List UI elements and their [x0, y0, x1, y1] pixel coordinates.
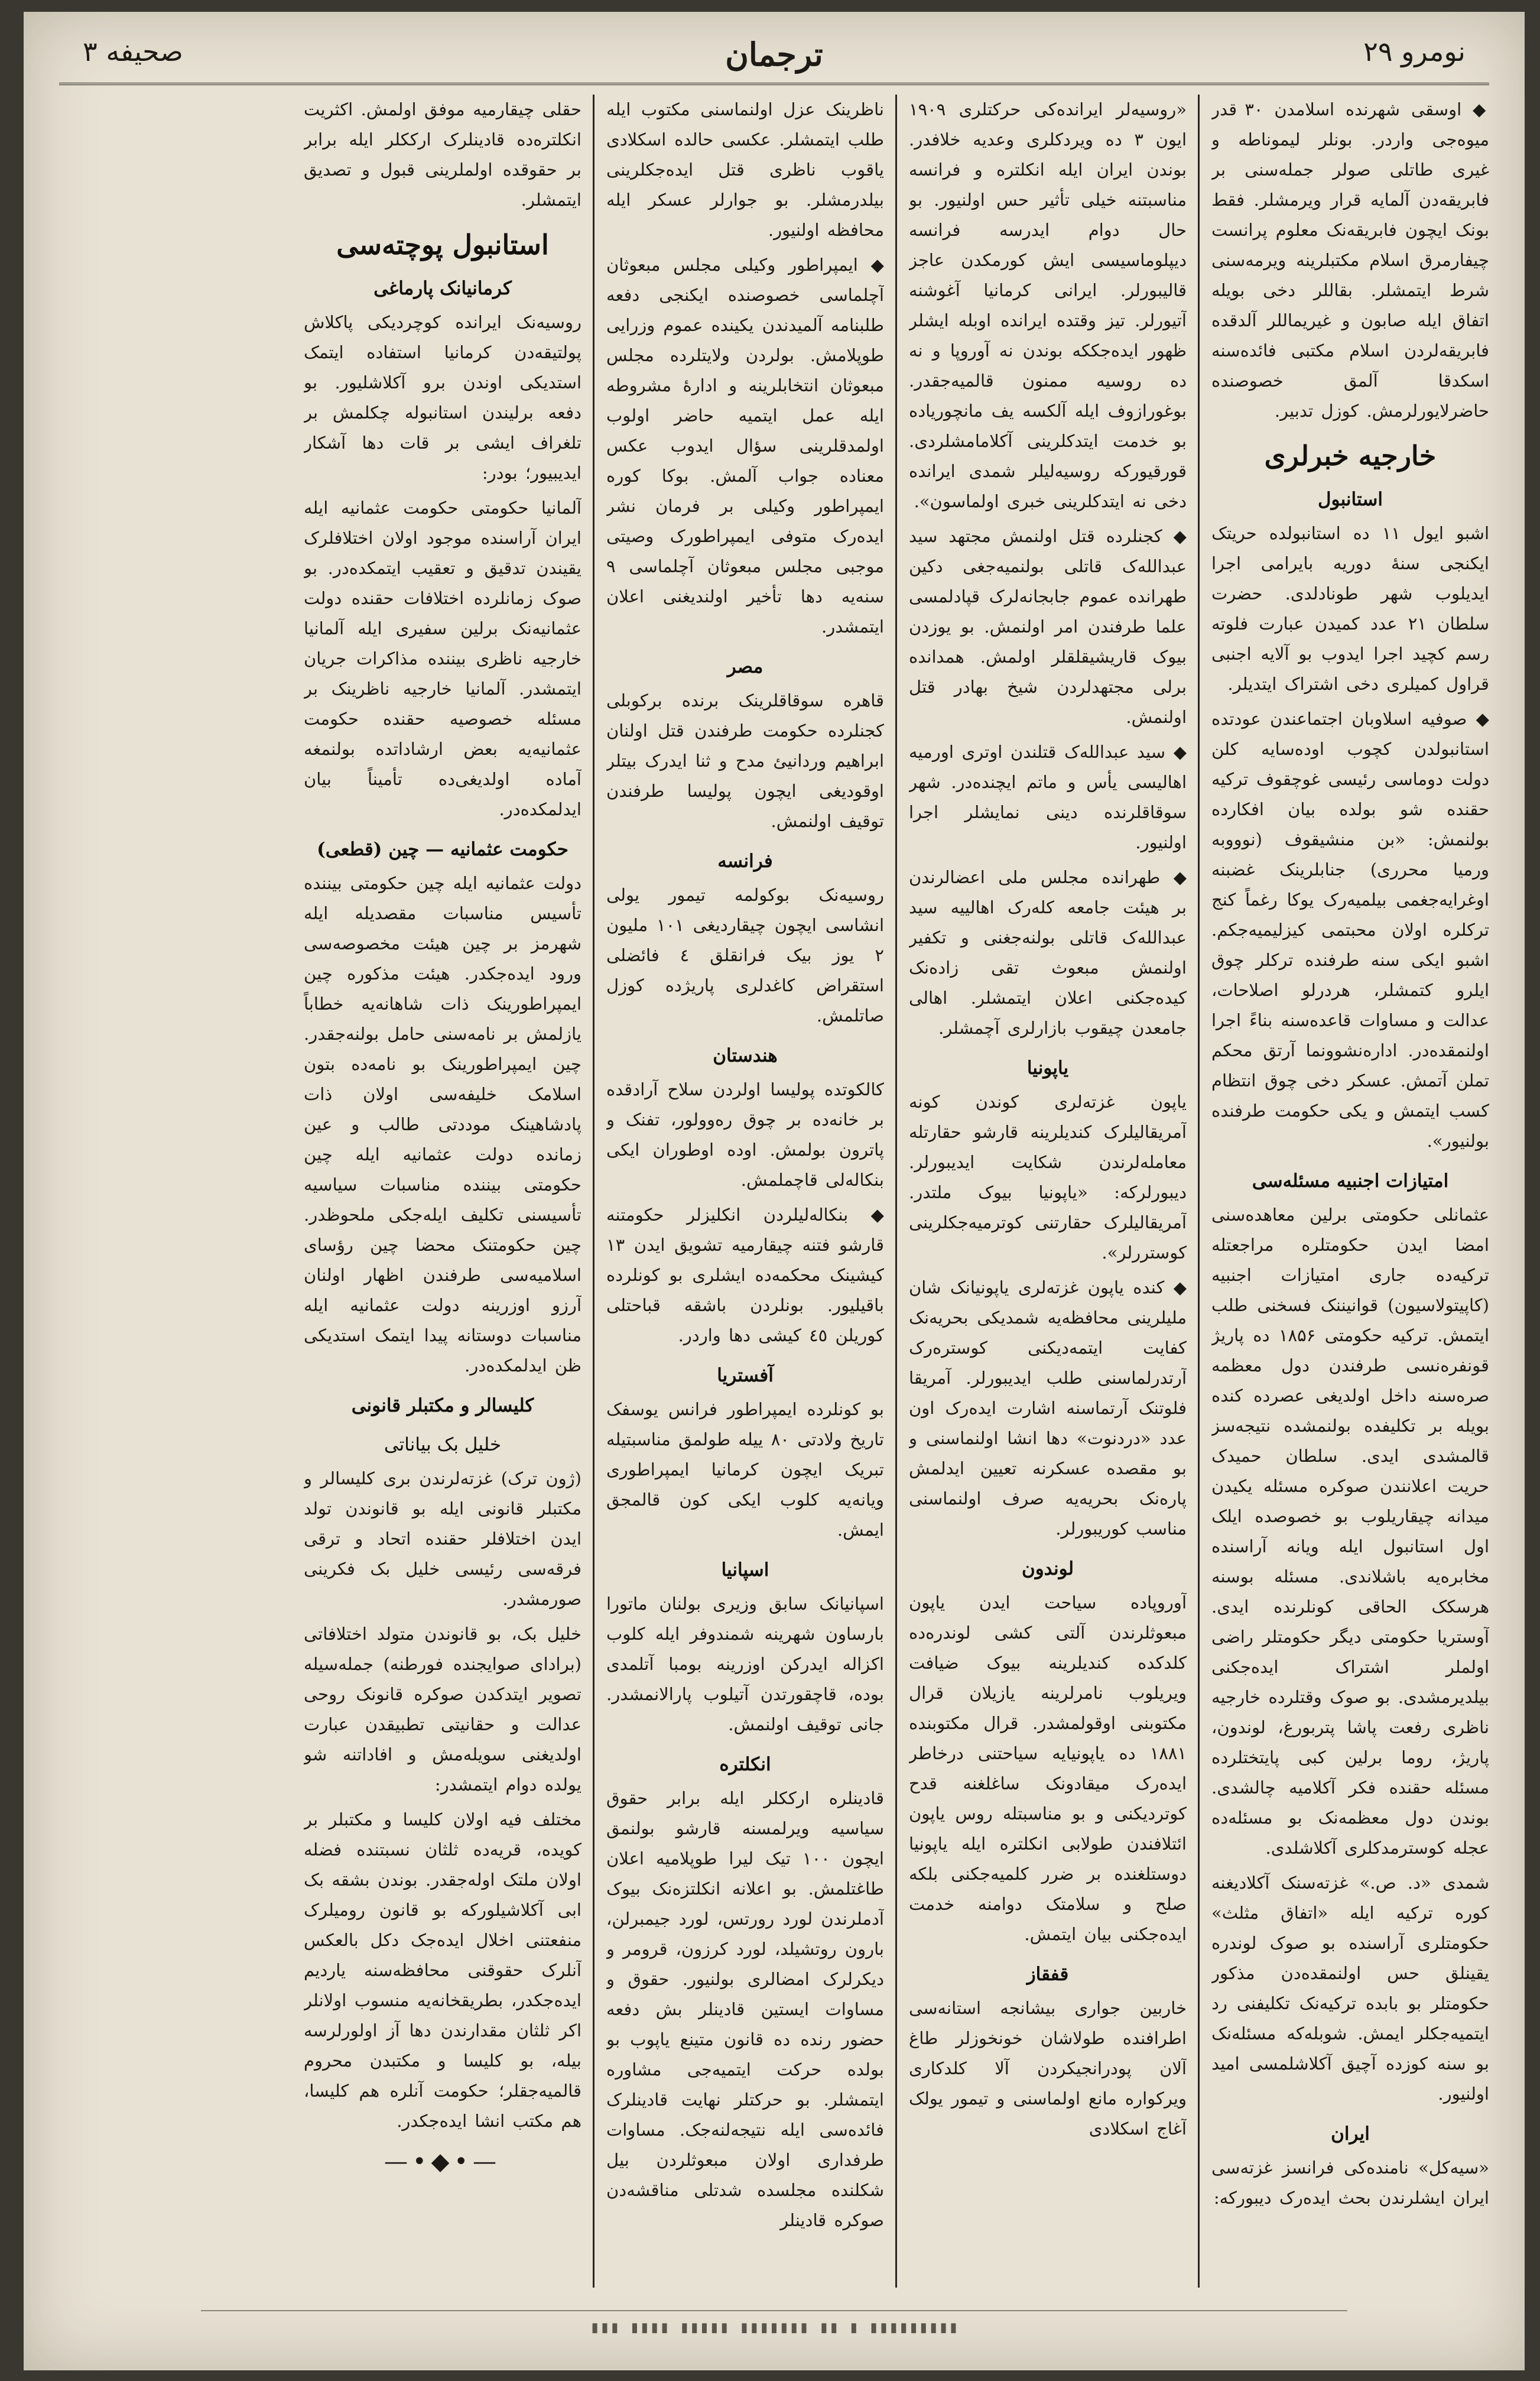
article-paragraph: ◆ سید عبدالله‌ک قتلندن اوتری اورمیه اهالیسی یأس و ماتم ایچنده‌در. شهر سوقاقلرنده دینی نمایشلر اجرا اولنیور.	[909, 742, 1187, 852]
article-heading: ایران	[1331, 2123, 1370, 2145]
article-paragraph: خاربین جواری بیشانجه استانەسی اطرافنده طولاشان خونخوزلر طاغ آلان پودرانجیکردن آلا کلدکاری ویرکواره مانع اولماسنی و تیمور یولک آغاج اسکلادی	[909, 1998, 1187, 2139]
section-heading: خارجیه خبرلری	[1264, 440, 1437, 472]
masthead-title: ترجمان	[725, 35, 823, 73]
article-heading: لوندون	[1021, 1558, 1074, 1579]
article-paragraph: بو کونلرده ایمپراطور فرانس یوسفک تاریخ ولادتی ۸۰ ییله طولمق مناسبتیله تبریک ایچون کرمانیا ایمپراطوری ویانەیه کلوب ایکی کون قالمجق ایمش.	[606, 1399, 884, 1540]
article-heading: آفستریا	[717, 1365, 774, 1386]
column-1	[1211, 95, 1489, 2288]
article-paragraph: ◆ اوسقی شهرنده اسلامدن ۳۰ قدر میوەجی واردر. بونلر لیموناطه و غیری طاتلی صولر جملەسنی بر فابریقەدن آلمایه قرار ویرمشلر. فقط بونک ایچون فابریقەنک معلوم پرانست چیفارمرق اسلام مکتبلرینه ویرمەسنی شرط ایتمشلر. بقاللر دخی بویله اتفاق ایله صابون و غیریماللر آلدقده فابریقەلردن اسلام مکتبی فائدەسنه اسکدقا آلمق خصوصنده حاضرلایورلرمش. کوزل تدبیر.	[1211, 99, 1489, 421]
article-paragraph: ◆ کجنلرده قتل اولنمش مجتهد سید عبدالله‌ک قاتلی بولنمیەجغی دکین طهرانده عموم جابجانەلرک قپادلمسی علما طرفندن امر اولنمش. بو یوزدن بیوک قاریشیقلقلر اولمش. همدانده برلی مجتهدلردن شیخ بهادر قتل اولنمش.	[909, 526, 1187, 727]
article-paragraph: ◆ ایمپراطور وکیلی مجلس مبعوثان آچلماسی خصوصنده ایکنجی دفعه طلبنامه آلمیدندن یکینده عموم وزرایی طوپلامش. بولردن ولایتلرده مجلس مبعوثان انتخابلرینه و ادارهٔ مشروطه ایله عمل ایتمیه حاضر اولوب اولمدقلرینی سؤال ایدوب عکس معناده جواب آلمش. بوکا کوره ایمپراطور وکیلی بر فرمان نشر ایدەرک متوفی ایمپراطورک وصیتی موجبی مجلس مبعوثان آچلماسی ۹ سنەیه دها تأخیر اولندیغنی اعلان ایتمشدر.	[606, 255, 884, 637]
article-paragraph: کالکوتده پولیسا اولردن سلاح آرادقده بر خانەده بر چوق رەوولور، تفنک و پاترون بولمش. اوده اوطوران ایکی بنکالەلی قاچملمش.	[606, 1079, 884, 1190]
article-heading: کلیسالر و مکتبلر قانونی	[351, 1395, 534, 1416]
column-4	[304, 95, 581, 2288]
article-paragraph: دولت عثمانیه ایله چین حکومتی بیننده تأسیس مناسبات مقصدیله ایله شهرمز بر چین هیئت مخصوصەسی ورود ایدەجکدر. هیئت مذکوره چین ایمپراطورینک ذات شاهانەیه خطاباً یازلمش بر نامەسنی حامل بولنەجقدر. چین ایمپراطورینک بو نامەده بتون اسلامک خلیفەسی اولان ذات پادشاهینک موددتی طالب و عین زمانده دولت عثمانیه ایله چین حکومتی بیننده مناسبات سیاسیه تأسیسنی تکلیف ایلەجکی ملحوظدر. چین حکومتنک محضا چین رؤسای اسلامیه‌سی طرفندن اظهار اولنان آرزو اوزرینه دولت عثمانیه ایله مناسبات دوستانه پیدا ایتمک استدیکی ظن ایدلمکده‌در.	[304, 873, 581, 1376]
article-paragraph: ◆ صوفیه اسلاوبان اجتماعندن عودتده استانبولدن کچوب اودەسایه کلن دولت دوماسی رئیسی غوچقوف ترکیه حقنده شو بولده بیان افکارده بولنمش: «بن منشیقوف (نوووبه ورمیا محرری) جنابلرینک غضبنه اوغرایەجغمی بیلمیەرک یوکا رغماً کنج ترکلره اولان محبتمی کیزلیمیەجکم. اشبو ایکی سنه طرفنده ترکلر چوق ایلرو کتمشلر، هردرلو اصلاحات، عدالت و مساوات قاعدەسنه بناءً اجرا اولنمقدەدر. ادارەنشوونما آرتق محکم تملن آتمش. عسکر دخی چوق انتظام کسب ایتمش و یکی حکومت طرفنده بولنیور».	[1211, 709, 1489, 1151]
article-paragraph: حقلی چیقارمیه موفق اولمش. اکثریت انکلترەده قادینلرک ارککلر ایله برابر بر حقوقده اولملرینی قبول و تصدیق ایتمشلر.	[304, 99, 581, 210]
article-heading: مصر	[727, 656, 763, 677]
page-number: صحیفه ۳	[83, 35, 183, 67]
article-paragraph: یاپون غزتەلری کوندن کونه آمریقالیلرک کندیلرینه قارشو حقارتله معامله‌لرندن شکایت ایدیبورلر. دیبورلرکه: «یاپونیا بیوک ملتدر. آمریقالیلرک حقارتنی کوترمیەجکلرینی کوستررلر».	[909, 1092, 1187, 1263]
page-header	[59, 30, 1489, 85]
article-heading: قفقاز	[1026, 1964, 1069, 1985]
ornament-divider: —•◆•—	[384, 2148, 501, 2175]
article-paragraph: آوروپاده سیاحت ایدن یاپون مبعوثلرندن آلتی کشی لوندرەده کلدکده کندیلرینه بیوک ضیافت ویریلوب نامرلرینه یازیلان قرال مکتوبنی اوقولمشدر. قرال مکتوبنده ۱۸۸۱ ده یاپونیایه سیاحتنی درخاطر ایدەرک میقادونک ساغلغنه قدح کوتردیکنی و بو مناسبتله روس یاپون ائتلافندن طولابی انکلتره ایله یاپونیا دوستلغنده بر ضرر کلمیەجکنی بلکه صلح و سلامتک دوامنه خدمت ایدەجکنی بیان ایتمش.	[909, 1592, 1187, 1944]
article-paragraph: ◆ کنده یاپون غزتەلری یاپونیانک شان ملیلرینی محافظەیه شمدیکی بحریەنک کفایت ایتمەدیکنی کوسترەرک آرتدرلماسنی طلب ایدیبورلر. آمریقا فلوتنک آرتماسنه اشارت ایدەرک اون عدد «دردنوت» دها انشا اولنماسنی و بو مقصده عسکرنه تعیین ایدلمش پارەنک بحریەیه صرف اولنماسنی مناسب کوریبورلر.	[909, 1277, 1187, 1539]
article-heading: کرمانیانک پارماغی	[373, 278, 512, 299]
article-paragraph: روسیەنک بوکولمه تیمور یولی انشاسی ایچون چیقاردیغی ۱۰۱ ملیون ۲ یوز بیک فرانقلق ٤ فائضلی استقراض کاغدلری پاریژده کوزل صاتلمش.	[606, 885, 884, 1026]
column-3	[606, 95, 884, 2288]
article-paragraph: خلیل بک، بو قانوندن متولد اختلافاتی (برادای صوایجنده فورطنه) جملەسیله تصویر ایتدکدن صوکره قانونک روحی عدالت و حقانیتی تطبیقدن عبارت اولدیغنی سویلەمش و افاداتنه شو یولده دوام ایتمشدر:	[304, 1624, 581, 1795]
article-heading: هندستان	[713, 1045, 778, 1066]
issue-number: نومرو ۲۹	[1363, 35, 1466, 67]
article-paragraph: «سیەکل» نامندەکی فرانسز غزتەسی ایران ایشلرندن بحث ایدەرک دیبورکه:	[1211, 2158, 1489, 2208]
columns-area	[59, 95, 1489, 2288]
article-paragraph: ◆ طهرانده مجلس ملی اعضالرندن بر هیئت جامعه کلەرک اهالییه سید عبدالله‌ک قاتلی بولنەجغنی و تکفیر اولنمش مبعوث تقی زادەنک کیدەجکنی اعلان ایتمشلر. اهالی جامعدن چیقوب بازارلری آچمشلر.	[909, 867, 1187, 1038]
article-heading: یاپونیا	[1026, 1057, 1069, 1079]
article-paragraph: «روسیەلر ایرانده‌کی حرکتلری ۱۹۰۹ ایون ۳ ده ویردکلری وعدیه خلافدر. بوندن ایران ایله انکلتره و فرانسه مناسبتنه خیلی تأثیر حس اولنیور. بو حال دوام ایدرسه فرانسه دیپلوماسیسی ایش کورمکدن عاجز قالیبورلر. ایرانی کرمانیا آغوشنه آتیورلر. تیز وقتده ایرانده اوبله ایشلر ظهور ایدەجککه بوندن نه آوروپا و نه ده روسیه ممنون قالمیەجقدر. بوغورازوف ایله آلکسه یف مانچوریاده بو خدمت ایتدکلرینی آکلامامشلردی. قورقیورکه روسیەلیلر شمدی ایرانده دخی نه ایتدکلرینی خبری اولماسون».	[909, 99, 1187, 511]
article-paragraph: قادینلره ارککلر ایله برابر حقوق سیاسیه ویرلمسنه قارشو بولنمق ایچون ۱۰۰ تیک لیرا طوپلامیه اعلان طاغتلمش. بو اعلانه انکلتزەنک بیوک آدملرندن لورد رورتس، لورد جیمبرلن، بارون روتشیلد، لورد کرزون، قرومر و دیکرلرک امضالری بولنیور. حقوق و مساوات ایستین قادینلر بش دفعه حضور رنده ده قانون متینع یاپوب بو بولده حرکت ایتمیەجی مشاوره ایتمشلر. بو حرکتلر نهایت قادینلرک فائدەسی ایله نتیجەلنەجک. مساوات طرفداری اولان مبعوثلردن بیل شکلنده مجلسده شدتلی مناقشەدن صوکره قادینلر	[606, 1788, 884, 2230]
article-heading: انکلتره	[719, 1754, 771, 1775]
article-paragraph: (ژون ترک) غزتەلرندن بری کلیسالر و مکتبلر قانونی ایله بو قانوندن تولد ایدن اختلافلر حقنده اتحاد و ترقی فرقەسی رئیسی خلیل بک فکرینی صورمشدر.	[304, 1468, 581, 1609]
article-paragraph: شمدی «د. ص.» غزتەسنک آکلادیغنه کوره ترکیه ایله «اتفاق مثلث» حکومتلری آراسنده بو صوک لوندره یقینلق حس اولنمقده‌دن مذکور حکومتلر بو بابده ترکیەنک تکلیفنی رد ایتمیەجکلر ایمش. شوبلەکه مسئلەنک بو سنه کوزده آچیق آکلاشلمسی امید اولنیور.	[1211, 1873, 1489, 2104]
newspaper-page	[24, 12, 1525, 2370]
article-paragraph: آلمانیا حکومتی حکومت عثمانیه ایله ایران آراسنده موجود اولان اختلافلرک یقیندن تدقیق و تعقیب ایتمکده‌در. بو صوک زمانلرده اختلافات حقنده دولت عثمانیه‌نک برلین سفیری ایله آلمانیا خارجیه ناظری بیننده مذاکرات جریان ایتمشدر. آلمانیا خارجیه ناظرینک بر مسئله خصوصیه حقنده حکومت عثمانیەیه بعض ارشاداتده بولنمغه آماده اولدیغی‌ده تأمیناً بیان ایدلمکده‌در.	[304, 498, 581, 819]
article-heading: امتیازات اجنبیه مسئلەسی	[1252, 1170, 1449, 1192]
article-paragraph: ◆ بنکالەلیلردن انکلیزلر حکومتنه قارشو فتنه چیقارمیه تشویق ایدن ۱۳ کیشینک محکمەده ایشلری بو کونلرده باقیلیور. بونلردن باشقه قباحتلی کوریلن ٤٥ کیشی دها واردر.	[606, 1205, 884, 1345]
column-rule	[895, 95, 897, 2288]
article-heading: حکومت عثمانیه — چین (قطعی)	[317, 839, 568, 860]
article-paragraph: روسیەنک ایرانده کوچردیکی پاکلاش پولتیقەدن کرمانیا استفاده ایتمک استدیکی اوندن برو آکلاشلیور. بو دفعه برلیندن استانبوله چکلمش بر تلغراف ایشی بر قات دها آشکار ایدیبیور؛ بودر:	[304, 312, 581, 483]
section-heading: استانبول پوچتەسی	[336, 229, 549, 261]
column-rule	[593, 95, 594, 2288]
column-rule	[1198, 95, 1200, 2288]
article-paragraph: ناظرینک عزل اولنماسنی مکتوب ایله طلب ایتمشلر. عکسی حالده اسکلادی یاقوب ناظری قتل ایدەجکلرینی بیلدرمشلر. بو جوارلر عسکر ایله محافظه اولنیور.	[606, 99, 884, 240]
article-heading: فرانسه	[717, 851, 773, 872]
article-heading: اسپانیا	[721, 1559, 769, 1581]
article-paragraph: قاهره سوقاقلرینک برنده برکوبلی کجنلرده حکومت طرفندن قتل اولنان ابراهیم وردانیئ مدح و ثنا ایدرک بیتلر اوقودیغی ایچون پولیسا طرفندن توقیف اولنمش.	[606, 690, 884, 831]
article-byline: خلیل بک بیاناتی	[384, 1434, 502, 1455]
article-paragraph: اشبو ایول ۱۱ ده استانبولده حریتک ایکنجی سنهٔ دوریه بایرامی اجرا ایدیلوب شهر طونادلدی. حضرت سلطان ۲۱ عدد کمیدن عبارت فلوته رسم کچید اجرا ایدوب بو آلایه اجنبی قراول کمیلری دخی اشتراک ایتدیلر.	[1211, 523, 1489, 694]
column-2	[909, 95, 1187, 2288]
article-paragraph: اسپانیانک سابق وزیری بولنان ماتورا بارساون شهرینه شمندوفر ایله کلوب اکزاله ایدرکن اوزرینه بومبا آتلمدی بوده، قاچقورتدن آتیلوب پارالانمشدر. جانی توقیف اولنمش.	[606, 1594, 884, 1734]
article-paragraph: مختلف فیه اولان کلیسا و مکتبلر بر کویده، قریەده ثلثان نسبتنده فضله اولان ملتک اوله‌جقدر. بوندن بشقه بک ابی آکلاشیلورکه بو قانون رومیلرک منفعتنی اخلال ایدەجک دکل بالعکس آنلرک حقوقنی محافظه‌سنه یاردیم ایدەجکدر، بطریقخانەیه منسوب اولانلر اکر ثلثان مقدارندن دها آز اولورلرسه بیله، بو کلیسا و مکتبدن محروم قالمیەجقلر؛ حکومت آنلره هم کلیسا، هم مکتب انشا ایدەجکدر.	[304, 1809, 581, 2131]
article-heading: استانبول	[1318, 489, 1383, 510]
page-footer: ▮▮▮ ▮▮▮▮ ▮▮▮▮▮ ▮▮▮▮▮▮▮ ▮▮ ▮ ▮▮▮▮▮▮▮▮▮	[201, 2310, 1347, 2347]
article-paragraph: عثمانلی حکومتی برلین معاهدەسنی امضا ایدن حکومتلره مراجعتله ترکیەده جاری امتیازات اجنبیه (کاپیتولاسیون) قوانیننک فسخنی طلب ایتمش. ترکیه حکومتی ۱۸۵۶ ده پاریژ قونفرەنسی طرفندن دول معظمه صرەسنه داخل اولدیغی عصرده کنده بویله بر تکلیفده بولنمشده نتیجەسز قالمشدی ایدی. سلطان حمیدک حریت اعلانندن صوکره مسئله یکیدن میدانه چیقاریلوب بو خصوصده ایلک اول استانبول ایله ویانه آراسنده مخابرەیه باشلاندی. مسئله بوسنه هرسکک الحاقی کونلرنده ایدی. آوستریا حکومتی دیگر حکومتلر راضی اولملر اشتراک ایدەجکنی بیلدیرمشدی. بو صوک وقتلرده خارجیه ناظری رفعت پاشا پتربورغ، لوندون، پاریژ، روما برلین کبی پایتختلرده مسئله حقنده فکر آکلامیه چالشدی. بوندن دول معظمەنک بو مسئلەده عجله کوسترمدکلری آکلاشلدی.	[1211, 1205, 1489, 1858]
